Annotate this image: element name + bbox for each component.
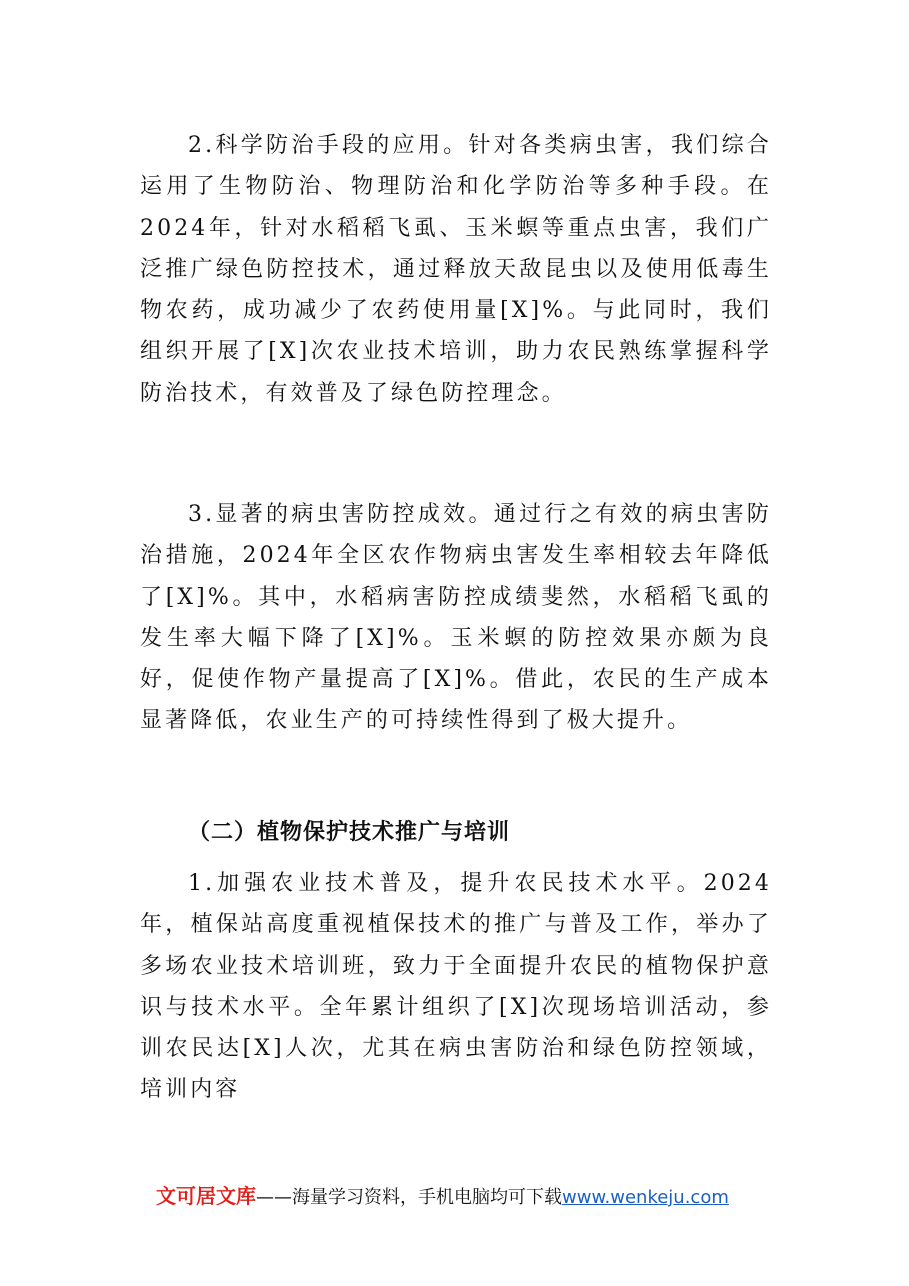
footer-brand: 文可居文库	[156, 1184, 256, 1208]
footer-slogan: ——海量学习资料，手机电脑均可下载	[256, 1187, 562, 1208]
footer-link[interactable]: www.wenkeju.com	[562, 1187, 729, 1208]
paragraph-control-results: 3.显著的病虫害防控成效。通过行之有效的病虫害防治措施，2024年全区农作物病虫害发生率相较去年降低了[X]%。其中，水稻病害防控成绩斐然，水稻稻飞虱的发生率大幅下降了[X]%。玉米螟的防控效果亦颇为良好，促使作物产量提高了[X]%。借此，农民的生产成本显著降低，农业生产的可持续性得到了极大提升。	[140, 502, 772, 734]
paragraph-scientific-control: 2.科学防治手段的应用。针对各类病虫害，我们综合运用了生物防治、物理防治和化学防治等多种手段。在2024年，针对水稻稻飞虱、玉米螟等重点虫害，我们广泛推广绿色防控技术，通过释放天敌昆虫以及使用低毒生物农药，成功减少了农药使用量[X]%。与此同时，我们组织开展了[X]次农业技术培训，助力农民熟练掌握科学防治技术，有效普及了绿色防控理念。	[140, 133, 772, 406]
paragraph-technology-promotion: 1.加强农业技术普及，提升农民技术水平。2024年，植保站高度重视植保技术的推广与普及工作，举办了多场农业技术培训班，致力于全面提升农民的植物保护意识与技术水平。全年累计组织了[X]次现场培训活动，参训农民达[X]人次，尤其在病虫害防治和绿色防控领域，培训内容	[140, 871, 772, 1103]
footer	[156, 1180, 796, 1209]
section-heading: （二）植物保护技术推广与培训	[188, 820, 511, 845]
